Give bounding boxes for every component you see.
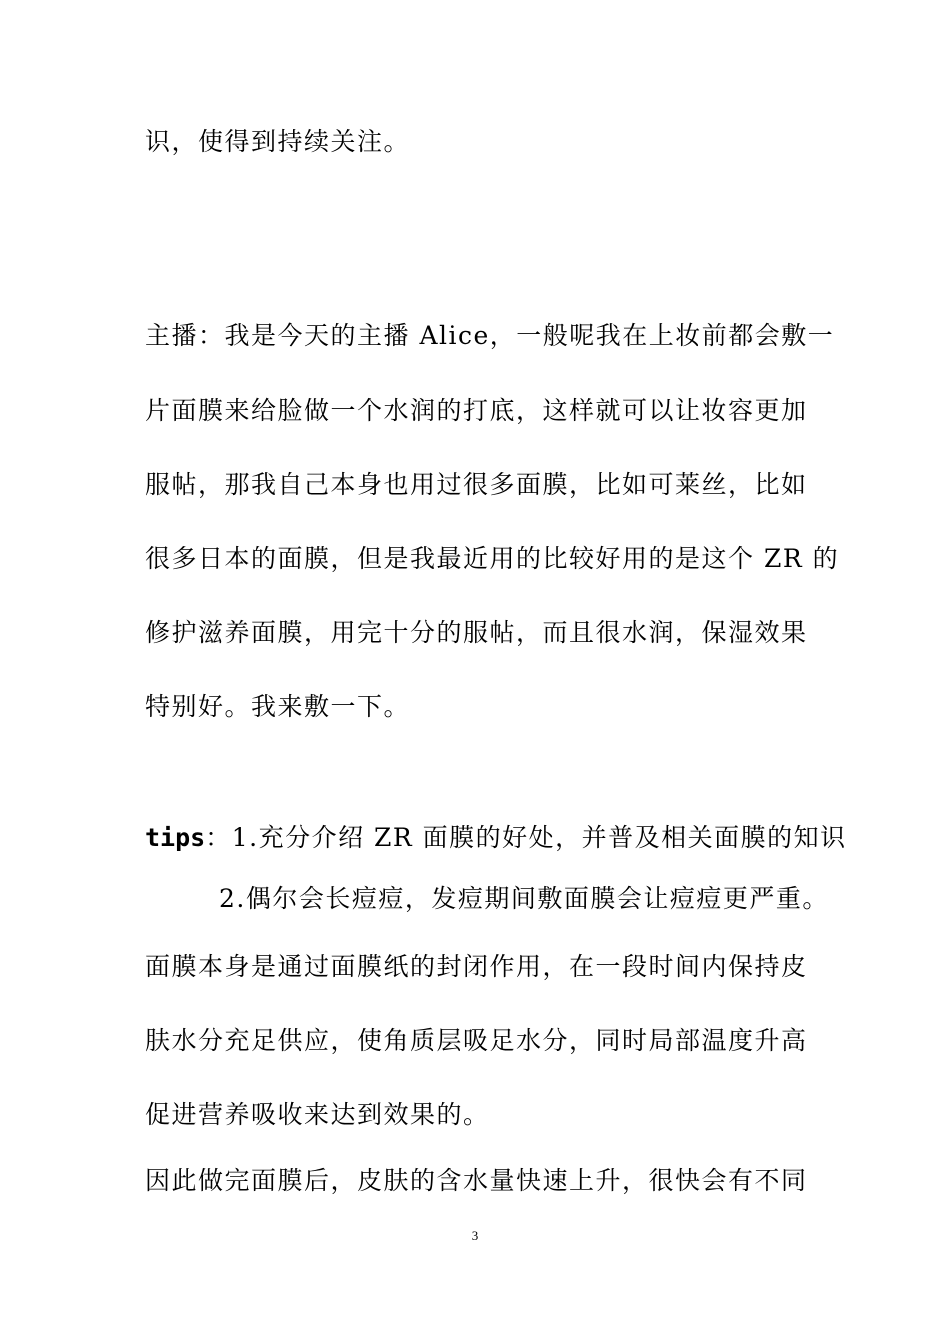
paragraph-line: 很多日本的面膜，但是我最近用的比较好用的是这个 ZR 的	[145, 544, 840, 573]
paragraph-line: 修护滋养面膜，用完十分的服帖，而且很水润，保湿效果	[145, 618, 808, 647]
tips-line	[145, 823, 847, 853]
page-number: 3	[471, 1228, 479, 1243]
tips-label: tips	[145, 823, 206, 852]
paragraph-line: 因此做完面膜后，皮肤的含水量快速上升，很快会有不同	[145, 1166, 808, 1195]
tips-item-2: 2.偶尔会长痘痘，发痘期间敷面膜会让痘痘更严重。	[219, 884, 829, 913]
paragraph-line: 面膜本身是通过面膜纸的封闭作用，在一段时间内保持皮	[145, 952, 808, 981]
paragraph-line: 主播：我是今天的主播 Alice，一般呢我在上妆前都会敷一	[145, 321, 835, 350]
paragraph-line: 识，使得到持续关注。	[145, 127, 411, 156]
paragraph-line: 片面膜来给脸做一个水润的打底，这样就可以让妆容更加	[145, 396, 808, 425]
paragraph-line: 肤水分充足供应，使角质层吸足水分，同时局部温度升高	[145, 1026, 808, 1055]
tips-item-1: ：1.充分介绍 ZR 面膜的好处，并普及相关面膜的知识	[205, 823, 847, 852]
paragraph-line: 服帖，那我自己本身也用过很多面膜，比如可莱丝，比如	[145, 470, 808, 499]
paragraph-line: 特别好。我来敷一下。	[145, 692, 411, 721]
paragraph-line: 促进营养吸收来达到效果的。	[145, 1100, 490, 1129]
